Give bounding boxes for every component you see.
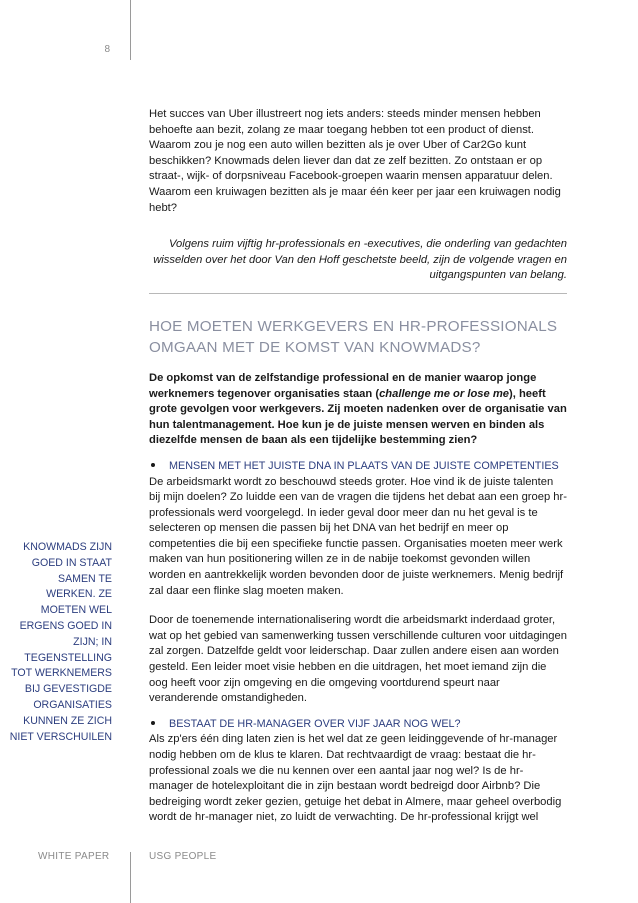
main-content: [149, 107, 567, 826]
pull-quote: KNOWMADS ZIJN GOED IN STAAT SAMEN TE WERKEN. ZE MOETEN WEL ERGENS GOED IN ZIJN; IN TEGENSTELLING TOT WERKNEMERS BIJ GEVESTIGDE ORGANISATIES KUNNEN ZE ZICH NIET VERSCHUILEN: [9, 541, 112, 743]
dna-paragraph-1: De arbeidsmarkt wordt zo beschouwd steeds groter. Hoe vind ik de juiste talenten bij mijn doelen? Zo luidde een van de vragen die tijdens het debat aan een groep hr-professionals werd voorgelegd. In ieder geval door meer dan nu het geval is te selecteren op mensen die passen bij het DNA van het bedrijf en meer op competenties die bij een specifieke functie passen. Organisaties moeten meer werk maken van hun positionering willen ze in de nabije toekomst gevonden willen worden en aantrekkelijk worden bevonden door de juiste werknemers. Menig bedrijf zal daar een flinke slag moeten maken.: [149, 475, 567, 597]
intro-paragraph: Het succes van Uber illustreert nog iets anders: steeds minder mensen hebben behoefte aan bezit, zolang ze maar toegang hebben tot een product of dienst. Waarom zou je nog een auto willen bezitten als je over Uber of Car2Go kunt beschikken? Knowmads delen liever dan dat ze zelf bezitten. Zo ontstaan er op straat-, wijk- of dorpsniveau Facebook-groepen waarin mensen apparatuur delen. Waarom een kruiwagen bezitten als je maar één keer per jaar een kruiwagen nodig hebt?: [149, 108, 561, 214]
lead-text-after: ), heeft grote gevolgen voor werkgevers. Zij moeten nadenken over de organisatie van hun talentmanagement. Hoe kun je de juiste mensen werven en binden als diezelfde mensen de baan als een tijdelijke bestemming zien?: [149, 387, 567, 447]
section-heading: HOE MOETEN WERKGEVERS EN HR-PROFESSIONALS OMGAAN MET DE KOMST VAN KNOWMADS?: [149, 317, 558, 356]
bullet-heading-hr-manager-text: BESTAAT DE HR-MANAGER OVER VIJF JAAR NOG WEL?: [169, 717, 461, 730]
highlight-quote: Volgens ruim vijftig hr-professionals en -executives, die onderling van gedachten wisselden over het door Van den Hoff geschetste beeld, zijn de volgende vragen en uitgangspunten van belang.: [149, 237, 567, 294]
lead-emphasis: challenge me or lose me: [379, 387, 510, 400]
dna-paragraph-2: Door de toenemende internationalisering wordt die arbeidsmarkt inderdaad groter, wat op het gebied van samenwerking tussen verschillende culturen voor uitdagingen zal zorgen. Datzelfde geldt voor leiderschap. Daar zullen andere eisen aan worden gesteld. Een leider moet visie hebben en die uitdragen, het moet iemand zijn die oog heeft voor zijn omgeving en die omgeving voortdurend speurt naar veranderende omstandigheden.: [149, 614, 567, 705]
footer-document-type: WHITE PAPER: [38, 851, 110, 862]
footer-company: USG PEOPLE: [149, 851, 217, 862]
lead-paragraph: [149, 371, 567, 449]
bullet-heading-hr-manager: [149, 717, 567, 733]
margin-rule-top: [130, 0, 131, 60]
page-number: 8: [104, 44, 110, 55]
bullet-heading-dna: [149, 459, 567, 475]
bullet-icon: [151, 721, 155, 725]
hr-manager-paragraph: Als zp'ers één ding laten zien is het wel dat ze geen leidinggevende of hr-manager nodig hebben om de klus te klaren. Dat rechtvaardigt de vraag: bestaat die hr-professional zoals we die nu kennen over een aantal jaar nog wel? Is de hr-manager de hotelexploitant die in zijn bestaan wordt bedreigd door Airbnb? Die bedreiging wordt zeker gezien, getuige het debat in Almere, maar geheel overbodig wordt de hr-manager niet, zo luidt de verwachting. De hr-professional krijgt wel: [149, 733, 562, 824]
lead-text-before: De opkomst van de zelfstandige professional en de manier waarop jonge werknemers tegenover organisaties staan (: [149, 371, 537, 400]
margin-rule-bottom: [130, 852, 131, 903]
bullet-heading-dna-text: MENSEN MET HET JUISTE DNA IN PLAATS VAN DE JUISTE COMPETENTIES: [169, 459, 559, 472]
bullet-icon: [151, 463, 155, 467]
